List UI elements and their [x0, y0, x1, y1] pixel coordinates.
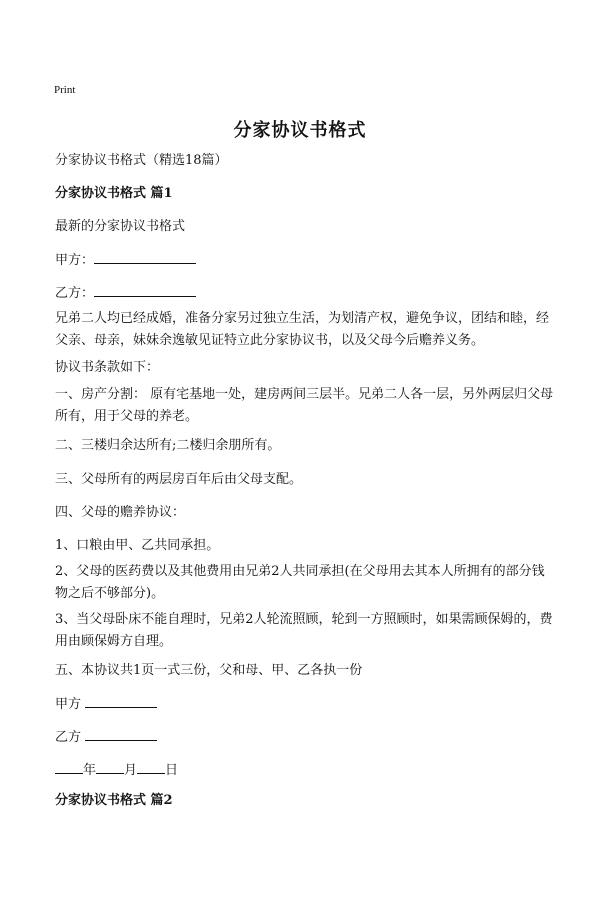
sign-b-label: 乙方	[55, 730, 82, 745]
sign-b-blank	[85, 726, 157, 741]
party-b-label: 乙方：	[55, 286, 95, 301]
intro-text: 最新的分家协议书格式	[55, 219, 186, 234]
clause-3: 三、父母所有的两层房百年后由父母支配。	[55, 472, 303, 487]
day-blank	[137, 759, 165, 774]
sub-clause-2: 2、父母的医药费以及其他费用由兄弟2人共同承担(在父母用去其本人所拥有的部分钱物之后不够部分)。	[55, 564, 545, 601]
sign-a-line	[55, 693, 555, 716]
month-blank	[96, 759, 124, 774]
clauses-heading: 协议书条款如下：	[55, 360, 160, 375]
sign-a-label: 甲方	[55, 697, 82, 712]
sub-clause-1: 1、口粮由甲、乙共同承担。	[55, 538, 220, 553]
party-a-label: 甲方：	[55, 253, 95, 268]
date-month-label: 月	[124, 763, 138, 778]
section2-heading: 分家协议书格式 篇2	[55, 793, 173, 808]
print-link[interactable]: Print	[54, 84, 76, 96]
party-b-blank	[94, 282, 196, 297]
party-b-line	[55, 282, 555, 305]
sign-b-line	[55, 726, 555, 749]
paragraph-intro: 兄弟二人均已经成婚，准备分家另过独立生活，为划清产权，避免争议，团结和睦，经父亲、母亲，妹妹余逸敏见证特立此分家协议书，以及父母今后赡养义务。	[55, 311, 550, 348]
date-year-label: 年	[83, 763, 97, 778]
sub-clause-3: 3、当父母卧床不能自理时，兄弟2人轮流照顾，轮到一方照顾时，如果需顾保姆的，费用由顾保姆方自理。	[55, 612, 553, 649]
party-a-blank	[94, 249, 196, 264]
year-blank	[55, 759, 83, 774]
doc-subtitle: 分家协议书格式（精选18篇）	[55, 153, 228, 168]
sign-a-blank	[85, 693, 157, 708]
clause-5: 五、本协议共1页一式三份，父和母、甲、乙各执一份	[55, 663, 363, 678]
clause-4: 四、父母的赡养协议：	[55, 505, 186, 520]
clause-1: 一、房产分割： 原有宅基地一处，建房两间三层半。兄弟二人各一层，另外两层归父母所有，用于父母的养老。	[55, 387, 554, 424]
party-a-line	[55, 249, 555, 272]
page-title: 分家协议书格式	[233, 120, 367, 141]
date-line	[55, 759, 555, 782]
clause-2: 二、三楼归余达所有;二楼归余朋所有。	[55, 438, 281, 453]
date-day-label: 日	[165, 763, 179, 778]
section1-heading: 分家协议书格式 篇1	[55, 186, 173, 201]
